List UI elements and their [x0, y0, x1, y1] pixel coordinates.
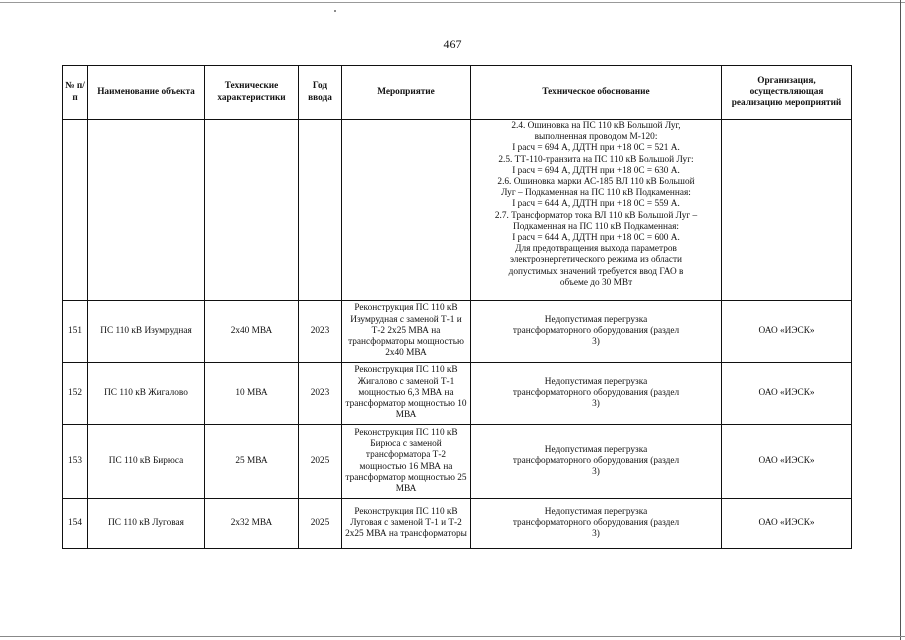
- cont-line: объеме до 30 МВт: [559, 277, 633, 288]
- cont-line: 2.5. ТТ-110-транзита на ПС 110 кВ Большой Луг:: [498, 154, 694, 165]
- header-specs: Технические характеристики: [205, 66, 299, 120]
- cont-line: электроэнергетического режима из области: [509, 255, 683, 266]
- cont-line: выполненная проводом М-120:: [534, 132, 658, 143]
- row-action: Реконструкция ПС 110 кВ Жигалово с заменой Т-1 мощностью 6,3 МВА на трансформатор мощностью 10 МВА: [342, 363, 471, 425]
- cont-line: Подкаменная на ПС 110 кВ Подкаменная:: [513, 221, 679, 232]
- cont-org: [722, 120, 852, 301]
- page-number: 467: [443, 37, 462, 51]
- scan-edge-top: [0, 2, 905, 3]
- row-name: ПС 110 кВ Бирюса: [88, 425, 205, 499]
- header-name: Наименование объекта: [88, 66, 205, 120]
- row-justification: Недопустимая перегрузка трансформаторного оборудования (раздел 3): [471, 499, 722, 549]
- cont-line: Луг – Подкаменная на ПС 110 кВ Подкаменная:: [501, 188, 691, 199]
- cont-line: допустимых значений требуется ввод ГАО в: [508, 266, 684, 277]
- row-action: Реконструкция ПС 110 кВ Луговая с заменой Т-1 и Т-2 2х25 МВА на трансформаторы: [342, 499, 471, 549]
- cont-line: I расч = 644 А, ДДТН при +18 0С = 600 А.: [512, 233, 680, 244]
- row-year: 2023: [299, 301, 342, 363]
- header-action: Мероприятие: [342, 66, 471, 120]
- cont-line: Для предотвращения выхода параметров: [515, 244, 677, 255]
- row-justification: Недопустимая перегрузка трансформаторного оборудования (раздел 3): [471, 301, 722, 363]
- row-specs: 10 МВА: [205, 363, 299, 425]
- scan-edge-bottom: [0, 636, 905, 637]
- row-num: 153: [63, 425, 88, 499]
- cont-line: I расч = 694 А, ДДТН при +18 0С = 521 А.: [512, 143, 680, 154]
- scan-speck: [334, 10, 336, 12]
- row-justification: Недопустимая перегрузка трансформаторного оборудования (раздел 3): [471, 425, 722, 499]
- header-row: [63, 66, 852, 120]
- row-num: 154: [63, 499, 88, 549]
- row-org: ОАО «ИЭСК»: [722, 499, 852, 549]
- row-specs: 2х32 МВА: [205, 499, 299, 549]
- data-table: [62, 65, 852, 549]
- header-org: Организация, осуществляющая реализацию мероприятий: [722, 66, 852, 120]
- continuation-row: [63, 120, 852, 301]
- cont-name: [88, 120, 205, 301]
- row-action: Реконструкция ПС 110 кВ Бирюса с заменой трансформатора Т-2 мощностью 16 МВА на трансформатор мощностью 25 МВА: [342, 425, 471, 499]
- row-year: 2025: [299, 499, 342, 549]
- row-justification: Недопустимая перегрузка трансформаторного оборудования (раздел 3): [471, 363, 722, 425]
- row-org: ОАО «ИЭСК»: [722, 425, 852, 499]
- cont-year: [299, 120, 342, 301]
- cont-num: [63, 120, 88, 301]
- cont-action: [342, 120, 471, 301]
- row-specs: 25 МВА: [205, 425, 299, 499]
- row-org: ОАО «ИЭСК»: [722, 301, 852, 363]
- row-action: Реконструкция ПС 110 кВ Изумрудная с заменой Т-1 и Т-2 2х25 МВА на трансформаторы мощностью 2х40 МВА: [342, 301, 471, 363]
- row-name: ПС 110 кВ Луговая: [88, 499, 205, 549]
- row-name: ПС 110 кВ Жигалово: [88, 363, 205, 425]
- row-num: 151: [63, 301, 88, 363]
- table-row: [63, 499, 852, 549]
- row-name: ПС 110 кВ Изумрудная: [88, 301, 205, 363]
- row-year: 2023: [299, 363, 342, 425]
- cont-specs: [205, 120, 299, 301]
- cont-line: 2.6. Ошиновка марки АС-185 ВЛ 110 кВ Большой: [497, 177, 695, 188]
- cont-line: 2.7. Трансформатор тока ВЛ 110 кВ Большой Луг –: [494, 210, 698, 221]
- cont-justification: [471, 120, 722, 301]
- cont-line: 2.4. Ошиновка на ПС 110 кВ Большой Луг,: [511, 121, 681, 131]
- header-year: Год ввода: [299, 66, 342, 120]
- row-num: 152: [63, 363, 88, 425]
- cont-line: I расч = 694 А, ДДТН при +18 0С = 630 А.: [512, 165, 680, 176]
- row-org: ОАО «ИЭСК»: [722, 363, 852, 425]
- row-specs: 2х40 МВА: [205, 301, 299, 363]
- cont-line: I расч = 644 А, ДДТН при +18 0С = 559 А.: [512, 199, 680, 210]
- row-year: 2025: [299, 425, 342, 499]
- table-row: [63, 363, 852, 425]
- table-row: [63, 425, 852, 499]
- table-row: [63, 301, 852, 363]
- header-justification: Техническое обоснование: [471, 66, 722, 120]
- header-num: № п/п: [63, 66, 88, 120]
- scan-edge-right: [900, 0, 901, 640]
